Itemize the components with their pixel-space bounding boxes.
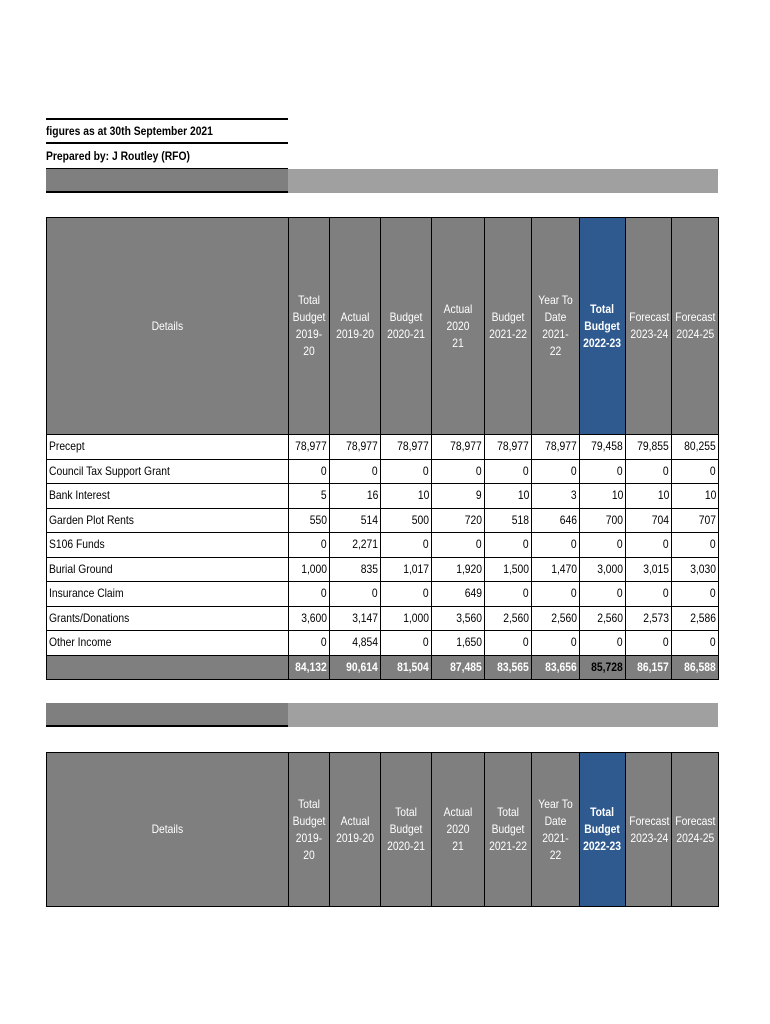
column-header-line: 21 — [452, 839, 464, 853]
cell-value: 0 — [532, 459, 580, 484]
cell-value: 0 — [485, 582, 532, 607]
cell-value: 79,855 — [626, 435, 672, 460]
expenditure-table — [46, 752, 719, 907]
cell-value: 16 — [330, 484, 381, 509]
cell-value: 0 — [580, 582, 626, 607]
cell-value: 0 — [485, 533, 532, 558]
column-header-line: Forecast — [629, 813, 670, 828]
total-value: 85,728 — [580, 655, 626, 680]
cell-value: 3,147 — [330, 606, 381, 631]
total-value: 83,565 — [485, 655, 532, 680]
column-header-line: Forecast — [675, 310, 716, 324]
cell-value: 514 — [330, 508, 381, 533]
row-label: Grants/Donations — [47, 606, 289, 631]
column-header-line: Actual — [340, 310, 370, 324]
cell-value: 0 — [580, 459, 626, 484]
cell-value: 3,600 — [289, 606, 330, 631]
total-value: 84,132 — [289, 655, 330, 680]
column-header — [626, 218, 672, 435]
column-header-line: 21 — [452, 335, 464, 350]
column-header-details: Details — [47, 753, 289, 907]
cell-value: 0 — [672, 582, 719, 607]
column-header-line: 2020-21 — [387, 327, 425, 341]
column-header — [330, 753, 381, 907]
total-value: 86,157 — [626, 655, 672, 680]
cell-value: 0 — [289, 631, 330, 656]
cell-value: 0 — [289, 582, 330, 607]
rule — [46, 118, 288, 120]
table-row — [47, 557, 719, 582]
cell-value: 835 — [330, 557, 381, 582]
column-header — [289, 218, 330, 435]
column-header-line: Total — [590, 805, 615, 819]
cell-value: 1,000 — [381, 606, 432, 631]
cell-value: 78,977 — [532, 435, 580, 460]
column-header-line: Budget — [491, 822, 525, 836]
column-header-line: 2019-20 — [336, 830, 374, 845]
column-header-line: 2024-25 — [676, 830, 715, 845]
row-label: Precept — [47, 435, 289, 460]
total-value: 86,588 — [672, 655, 719, 680]
cell-value: 3 — [532, 484, 580, 509]
cell-value: 0 — [381, 631, 432, 656]
cell-value: 1,470 — [532, 557, 580, 582]
column-header-line: Actual 2020 — [443, 301, 473, 333]
cell-value: 10 — [580, 484, 626, 509]
cell-value: 649 — [432, 582, 485, 607]
cell-value: 3,015 — [626, 557, 672, 582]
column-header-line: Budget — [292, 310, 326, 324]
cell-value: 0 — [532, 533, 580, 558]
cell-value: 0 — [485, 459, 532, 484]
totals-row — [47, 655, 719, 680]
table-row — [47, 459, 719, 484]
cell-value: 79,458 — [580, 435, 626, 460]
column-header-line: 2019-20 — [295, 327, 323, 358]
row-label: S106 Funds — [47, 533, 289, 558]
cell-value: 1,650 — [432, 631, 485, 656]
cell-value: 550 — [289, 508, 330, 533]
cell-value: 2,560 — [580, 606, 626, 631]
cell-value: 646 — [532, 508, 580, 533]
table-row — [47, 582, 719, 607]
table-header-row — [47, 753, 719, 907]
column-header-line: 2024-25 — [676, 327, 715, 341]
cell-value: 9 — [432, 484, 485, 509]
total-value: 87,485 — [432, 655, 485, 680]
cell-value: 707 — [672, 508, 719, 533]
cell-value: 0 — [580, 631, 626, 656]
cell-value: 0 — [626, 459, 672, 484]
column-header-line: Budget — [584, 318, 621, 333]
cell-value: 5 — [289, 484, 330, 509]
table-row — [47, 631, 719, 656]
total-value: 83,656 — [532, 655, 580, 680]
cell-value: 0 — [432, 533, 485, 558]
table-row — [47, 484, 719, 509]
column-header-line: Actual 2020 — [443, 805, 473, 836]
column-header-line: Budget — [389, 822, 423, 836]
rule — [46, 142, 288, 144]
column-header — [672, 753, 719, 907]
cell-value: 0 — [532, 631, 580, 656]
column-header — [485, 218, 532, 435]
cell-value: 78,977 — [485, 435, 532, 460]
column-header-line: Budget — [491, 310, 525, 324]
cell-value: 78,977 — [381, 435, 432, 460]
cell-value: 78,977 — [432, 435, 485, 460]
column-header — [626, 753, 672, 907]
cell-value: 0 — [289, 459, 330, 484]
totals-label-cell — [47, 655, 289, 680]
cell-value: 2,586 — [672, 606, 719, 631]
cell-value: 0 — [330, 459, 381, 484]
column-header — [330, 218, 381, 435]
cell-value: 1,920 — [432, 557, 485, 582]
column-header-line: 2021-22 — [489, 839, 527, 853]
column-header-line: Date 2021- — [542, 310, 569, 341]
cell-value: 0 — [381, 582, 432, 607]
prepared-by: Prepared by: J Routley (RFO) — [46, 149, 190, 163]
column-header — [532, 218, 580, 435]
row-label: Burial Ground — [47, 557, 289, 582]
table-header-row — [47, 218, 719, 435]
column-header — [432, 753, 485, 907]
row-label: Council Tax Support Grant — [47, 459, 289, 484]
column-header-line: Total — [298, 796, 320, 811]
cell-value: 0 — [672, 533, 719, 558]
column-header-line: 2019-20 — [295, 830, 323, 862]
cell-value: 0 — [381, 533, 432, 558]
total-value: 81,504 — [381, 655, 432, 680]
column-header-line: 22 — [549, 344, 562, 358]
cell-value: 80,255 — [672, 435, 719, 460]
row-label: Other Income — [47, 631, 289, 656]
cell-value: 0 — [289, 533, 330, 558]
row-label: Garden Plot Rents — [47, 508, 289, 533]
table-row — [47, 533, 719, 558]
column-header-line: Total — [590, 301, 615, 316]
income-table — [46, 217, 719, 680]
column-header-line: Total — [298, 293, 320, 307]
cell-value: 720 — [432, 508, 485, 533]
column-header — [381, 218, 432, 435]
cell-value: 700 — [580, 508, 626, 533]
column-header — [381, 753, 432, 907]
cell-value: 2,573 — [626, 606, 672, 631]
column-header-line: 2023-24 — [630, 830, 669, 845]
cell-value: 0 — [672, 631, 719, 656]
total-value: 90,614 — [330, 655, 381, 680]
cell-value: 0 — [485, 631, 532, 656]
cell-value: 3,560 — [432, 606, 485, 631]
cell-value: 1,500 — [485, 557, 532, 582]
cell-value: 704 — [626, 508, 672, 533]
column-header-line: 2019-20 — [336, 327, 374, 341]
column-header-line: Forecast — [629, 310, 670, 324]
column-header-line: 2021-22 — [489, 327, 527, 341]
section-bar — [46, 703, 718, 727]
cell-value: 10 — [485, 484, 532, 509]
cell-value: 78,977 — [289, 435, 330, 460]
cell-value: 0 — [532, 582, 580, 607]
column-header — [289, 753, 330, 907]
row-label: Insurance Claim — [47, 582, 289, 607]
column-header — [532, 753, 580, 907]
column-header-line: Actual — [340, 813, 370, 828]
column-header-line: Budget — [292, 813, 326, 828]
table-row — [47, 435, 719, 460]
column-header-details: Details — [47, 218, 289, 435]
column-header-line: 2022-23 — [583, 335, 622, 350]
cell-value: 3,030 — [672, 557, 719, 582]
column-header-line: Year To — [538, 796, 573, 811]
row-label: Bank Interest — [47, 484, 289, 509]
section-bar — [46, 169, 718, 193]
column-header — [432, 218, 485, 435]
cell-value: 10 — [672, 484, 719, 509]
cell-value: 78,977 — [330, 435, 381, 460]
cell-value: 0 — [330, 582, 381, 607]
column-header — [580, 753, 626, 907]
cell-value: 10 — [381, 484, 432, 509]
column-header-line: Forecast — [675, 813, 716, 828]
cell-value: 0 — [626, 533, 672, 558]
column-header-line: Budget — [584, 822, 621, 836]
column-header — [672, 218, 719, 435]
column-header-line: 22 — [549, 847, 562, 862]
figures-date: figures as at 30th September 2021 — [46, 124, 213, 138]
table-row — [47, 606, 719, 631]
cell-value: 1,000 — [289, 557, 330, 582]
cell-value: 1,017 — [381, 557, 432, 582]
column-header-line: Budget — [389, 310, 423, 324]
table-row — [47, 508, 719, 533]
cell-value: 0 — [580, 533, 626, 558]
cell-value: 2,271 — [330, 533, 381, 558]
cell-value: 0 — [626, 582, 672, 607]
cell-value: 518 — [485, 508, 532, 533]
cell-value: 500 — [381, 508, 432, 533]
cell-value: 2,560 — [532, 606, 580, 631]
column-header-line: Total — [497, 805, 519, 819]
cell-value: 10 — [626, 484, 672, 509]
cell-value: 2,560 — [485, 606, 532, 631]
cell-value: 3,000 — [580, 557, 626, 582]
column-header-line: 2023-24 — [630, 327, 669, 341]
cell-value: 0 — [381, 459, 432, 484]
cell-value: 0 — [626, 631, 672, 656]
column-header — [485, 753, 532, 907]
cell-value: 4,854 — [330, 631, 381, 656]
column-header-line: Total — [395, 805, 417, 819]
column-header — [580, 218, 626, 435]
cell-value: 0 — [672, 459, 719, 484]
column-header-line: 2020-21 — [387, 839, 425, 853]
cell-value: 0 — [432, 459, 485, 484]
column-header-line: Year To — [538, 293, 573, 307]
column-header-line: 2022-23 — [583, 839, 622, 853]
column-header-line: Date 2021- — [542, 813, 569, 845]
